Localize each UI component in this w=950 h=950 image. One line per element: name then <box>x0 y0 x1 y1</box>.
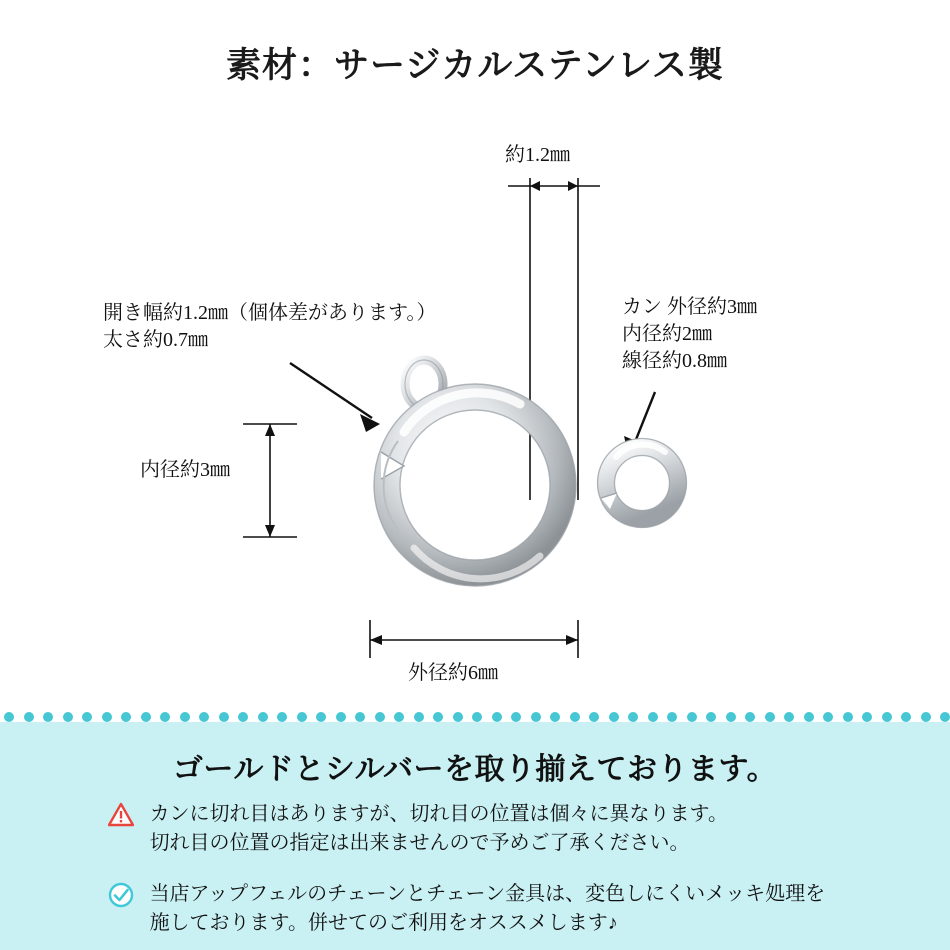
panel-title: ゴールドとシルバーを取り揃えております。 <box>172 753 778 786</box>
divider-dot <box>414 712 424 722</box>
divider-dot <box>199 712 209 722</box>
outer-diameter-measure <box>370 620 578 658</box>
info-panel <box>0 722 950 950</box>
annotation-jump-ring-line3: 線径約0.8㎜ <box>622 350 727 372</box>
annotation-outer-diameter: 外径約6㎜ <box>408 662 498 684</box>
divider-dot <box>667 712 677 722</box>
note-2-text <box>150 880 826 938</box>
divider-dot <box>375 712 385 722</box>
annotation-open-width-line2: 太さ約0.7㎜ <box>103 329 208 351</box>
divider-dot <box>453 712 463 722</box>
divider-dot <box>63 712 73 722</box>
divider-dot <box>24 712 34 722</box>
annotation-top-width: 約1.2㎜ <box>505 144 570 166</box>
note-2-line1: 当店アップフェルのチェーンとチェーン金具は、変色しにくいメッキ処理を <box>149 883 826 905</box>
jump-ring-illustration <box>598 439 687 528</box>
check-circle-icon <box>108 882 134 908</box>
divider-dot <box>511 712 521 722</box>
divider-dot <box>784 712 794 722</box>
divider-dot <box>180 712 190 722</box>
divider-dot <box>141 712 151 722</box>
divider-dot <box>219 712 229 722</box>
divider-dot <box>4 712 14 722</box>
divider-dot <box>901 712 911 722</box>
spring-ring-clasp-illustration <box>374 360 576 586</box>
annotation-inner-diameter: 内径約3㎜ <box>140 459 230 481</box>
divider-dot <box>804 712 814 722</box>
annotation-open-width <box>103 300 436 354</box>
divider-dot <box>82 712 92 722</box>
divider-dot <box>648 712 658 722</box>
divider-dot <box>531 712 541 722</box>
divider-dot <box>745 712 755 722</box>
divider-dot <box>316 712 326 722</box>
note-2-line2: 施しております。併せてのご利用をオススメします♪ <box>149 912 618 934</box>
divider-dot <box>238 712 248 722</box>
divider-dot <box>394 712 404 722</box>
divider-dot <box>355 712 365 722</box>
annotation-jump-ring-line2: 内径約2㎜ <box>622 323 712 345</box>
divider-dot <box>43 712 53 722</box>
divider-dot <box>550 712 560 722</box>
annotation-jump-ring <box>622 294 757 375</box>
divider-dot <box>862 712 872 722</box>
divider-dot <box>628 712 638 722</box>
divider-dot <box>609 712 619 722</box>
divider-dot <box>706 712 716 722</box>
divider-dot <box>258 712 268 722</box>
page-title: 素材：サージカルステンレス製 <box>226 46 724 85</box>
divider-dot <box>687 712 697 722</box>
note-1-line2: 切れ目の位置の指定は出来ませんので予めご了承ください。 <box>149 832 690 854</box>
divider-dot <box>336 712 346 722</box>
divider-dot <box>940 712 950 722</box>
divider-dot <box>882 712 892 722</box>
note-1-text <box>150 800 728 858</box>
divider-dot <box>843 712 853 722</box>
warning-triangle-icon <box>108 802 134 828</box>
note-item-1 <box>108 800 728 858</box>
note-item-2 <box>108 880 825 938</box>
inner-diameter-measure <box>243 424 297 537</box>
divider-dot <box>492 712 502 722</box>
annotation-open-width-line1: 開き幅約1.2㎜（個体差があります。） <box>103 302 437 324</box>
divider-dot <box>726 712 736 722</box>
divider-dot <box>102 712 112 722</box>
dotted-divider <box>0 712 950 722</box>
divider-dot <box>472 712 482 722</box>
divider-dot <box>589 712 599 722</box>
annotation-jump-ring-line1: カン 外径約3㎜ <box>622 296 757 318</box>
divider-dot <box>277 712 287 722</box>
divider-dot <box>823 712 833 722</box>
divider-dot <box>921 712 931 722</box>
divider-dot <box>121 712 131 722</box>
divider-dot <box>433 712 443 722</box>
divider-dot <box>765 712 775 722</box>
open-width-pointer <box>290 363 380 432</box>
note-1-line1: カンに切れ目はありますが、切れ目の位置は個々に異なります。 <box>149 803 728 825</box>
divider-dot <box>160 712 170 722</box>
divider-dot <box>570 712 580 722</box>
divider-dot <box>297 712 307 722</box>
